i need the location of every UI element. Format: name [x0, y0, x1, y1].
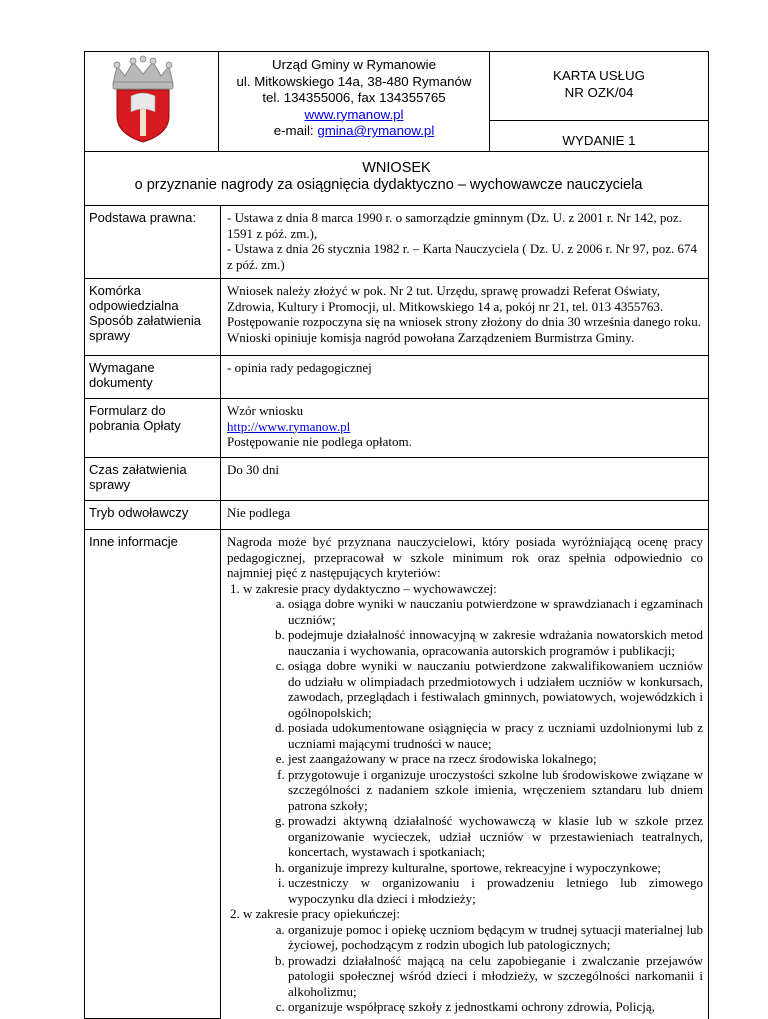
- value-appeal: Nie podlega: [221, 501, 709, 530]
- email-link[interactable]: gmina@rymanow.pl: [317, 123, 435, 138]
- email-label: e-mail:: [273, 123, 314, 138]
- row-responsible-unit: [85, 279, 709, 356]
- criterion-2a: a. organizuje pomoc i opiekę uczniom będącym w trudnej sytuacji materialnej lub życiowej, pochodzącym z rodzin ubogich lub patologicznych;: [288, 922, 703, 953]
- criterion-1a: a. osiąga dobre wyniki w nauczaniu potwierdzone w sprawdzianach i egzaminach uczniów;: [288, 596, 703, 627]
- row-required-docs: [85, 356, 709, 399]
- criterion-1b: b. podejmuje działalność innowacyjną w zakresie wdrażania nowatorskich metod nauczania i wychowania, opracowania autorskich programów i publikacji;: [288, 627, 703, 658]
- office-name: Urząd Gminy w Rymanowie: [271, 57, 437, 72]
- value-form: [221, 399, 709, 458]
- coat-of-arms-logo: [103, 54, 183, 144]
- logo-cell: [85, 52, 219, 152]
- criterion-1f: f. przygotowuje i organizuje uroczystości szkolne lub środowiskowe związane w szczególności z nadaniem szkole imienia, wręczeniem sztandaru lub dniem patrona szkoły;: [288, 767, 703, 814]
- row-legal-basis: [85, 206, 709, 279]
- edition-cell: [490, 121, 709, 152]
- criteria-section-1-title: w zakresie pracy dydaktyczno – wychowawczej:: [243, 580, 497, 596]
- document-subtitle: o przyznanie nagrody za osiągnięcia dydaktyczno – wychowawcze nauczyciela: [134, 177, 643, 193]
- criteria-section-2-title: w zakresie pracy opiekuńczej:: [243, 906, 401, 921]
- criterion-1i: i. uczestniczy w organizowaniu i prowadzeniu letniego lub zimowego wypoczynku dla dzieci i młodzieży;: [288, 875, 703, 906]
- criteria-section-2: [243, 906, 703, 1015]
- value-legal-basis: [221, 206, 709, 279]
- criterion-1e: e. jest zaangażowany w prace na rzecz środowiska lokalnego;: [288, 751, 703, 767]
- edition: WYDANIE 1: [562, 133, 636, 148]
- card-number: NR OZK/04: [564, 84, 634, 100]
- criterion-2b: b. prowadzi działalność mającą na celu zapobieganie i zwalczanie przejawów patologii społecznej wśród dzieci i młodzieży, w szczególności narkomanii i alkoholizmu;: [288, 953, 703, 1000]
- value-other-info: [221, 530, 709, 1019]
- card-title: KARTA USŁUG: [553, 68, 645, 83]
- title-box: [84, 151, 709, 206]
- service-card-table: [84, 205, 709, 1019]
- legal-basis-line1: - Ustawa z dnia 8 marca 1990 r. o samorządzie gminnym (Dz. U. z 2001 r. Nr 142, poz. 1591 z póź. zm.),: [227, 210, 682, 241]
- row-form: [85, 399, 709, 458]
- form-download-link[interactable]: http://www.rymanow.pl: [227, 418, 351, 434]
- label-time: Czas załatwienia sprawy: [85, 458, 221, 501]
- website-link[interactable]: www.rymanow.pl: [304, 106, 404, 122]
- label-appeal: Tryb odwoławczy: [85, 501, 221, 530]
- row-time: [85, 458, 709, 501]
- label-other-info: Inne informacje: [85, 530, 221, 1019]
- label-required-docs: Wymagane dokumenty: [85, 356, 221, 399]
- row-other-info: [85, 530, 709, 1019]
- document-title: WNIOSEK: [362, 160, 431, 176]
- row-appeal: [85, 501, 709, 530]
- criterion-1h: h. organizuje imprezy kulturalne, sportowe, rekreacyjne i wypoczynkowe;: [288, 860, 703, 876]
- value-time: Do 30 dni: [221, 458, 709, 501]
- label-form: Formularz do pobrania Opłaty: [85, 399, 221, 458]
- criterion-1d: d. posiada udokumentowane osiągnięcia w pracy z uczniami uzdolnionymi lub z uczniami mającymi trudności w nauce;: [288, 720, 703, 751]
- header-table: [84, 51, 709, 152]
- label-legal-basis: Podstawa prawna:: [85, 206, 221, 279]
- criterion-1g: g. prowadzi aktywną działalność wychowawczą w klasie lub w szkole przez organizowanie wycieczek, udział uczniów w przestawieniach teatralnych, koncertach, wystawach i spotkaniach;: [288, 813, 703, 860]
- fees-info: Postępowanie nie podlega opłatom.: [227, 434, 412, 449]
- form-template: Wzór wniosku: [227, 403, 304, 418]
- office-address-cell: [219, 52, 490, 152]
- value-required-docs: - opinia rady pedagogicznej: [221, 356, 709, 399]
- office-address: ul. Mitkowskiego 14a, 38-480 Rymanów: [236, 73, 472, 89]
- card-number-cell: [490, 52, 709, 121]
- criterion-1c: c. osiąga dobre wyniki w nauczaniu potwierdzone zakwalifikowaniem uczniów do udziału w olimpiadach przedmiotowych i udziałem uczniów w konkursach, zawodach, przeglądach i festiwalach gminnych, powiatowych, wojewódzkich i ogólnopolskich;: [288, 658, 703, 720]
- criterion-2c: c. organizuje współpracę szkoły z jednostkami ochrony zdrowia, Policją,: [288, 999, 703, 1015]
- label-responsible-unit: Komórka odpowiedzialna Sposób załatwienia sprawy: [85, 279, 221, 356]
- office-phone: tel. 134355006, fax 134355765: [262, 90, 446, 105]
- other-intro: Nagroda może być przyznana nauczycielowi, który posiada wyróżniającą ocenę pracy pedagogicznej, przepracował w szkole minimum rok oraz spełnia odpowiednio co najmniej pięć z następujących kryteriów:: [227, 534, 703, 580]
- value-responsible-unit: Wniosek należy złożyć w pok. Nr 2 tut. Urzędu, sprawę prowadzi Referat Oświaty, Zdrowia, Kultury i Promocji, ul. Mitkowskiego 14 a, pokój nr 21, tel. 013 4355763. Postępowanie rozpoczyna się na wniosek strony złożony do dnia 30 września danego roku. Wnioski opiniuje komisja nagród powołana Zarządzeniem Burmistrza Gminy.: [221, 279, 709, 356]
- criteria-section-1: [243, 581, 703, 907]
- legal-basis-line2: - Ustawa z dnia 26 stycznia 1982 r. – Karta Nauczyciela ( Dz. U. z 2006 r. Nr 97, poz. 674 z póź. zm.): [227, 241, 698, 272]
